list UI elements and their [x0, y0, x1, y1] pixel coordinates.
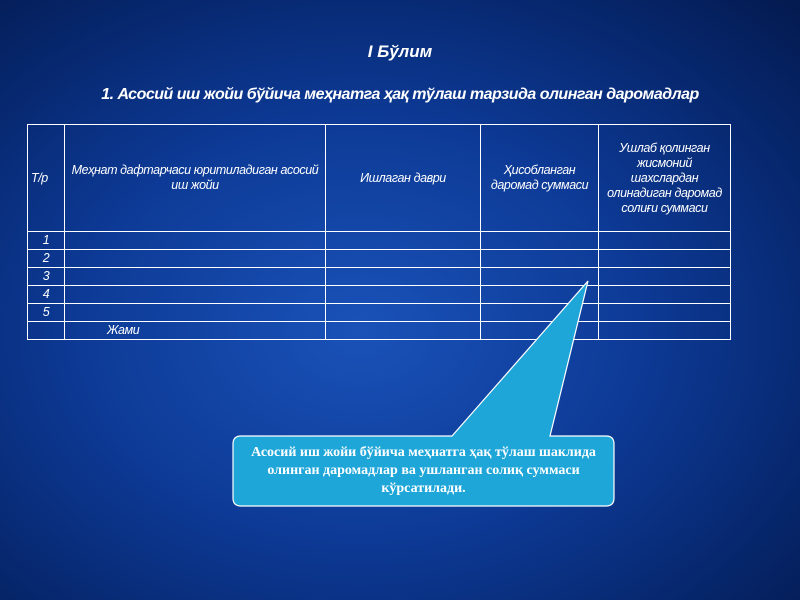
row-number: 4 — [28, 286, 65, 304]
row-number: 1 — [28, 232, 65, 250]
row-number: 5 — [28, 304, 65, 322]
header-work-period: Ишлаган даври — [326, 125, 481, 232]
row-number: 2 — [28, 250, 65, 268]
callout-text: Асосий иш жойи бўйича меҳнатга ҳақ тўлаш шаклида олинган даромадлар ва ушланган солиқ суммаси кўрсатилади. — [251, 445, 596, 496]
section-title: I Бўлим — [367, 42, 433, 61]
row-number: 3 — [28, 268, 65, 286]
header-number: Т/р — [28, 125, 65, 232]
total-label: Жами — [65, 322, 326, 340]
table-caption: 1. Асосий иш жойи бўйича меҳнатга ҳақ тўлаш тарзида олинган даромадлар — [101, 86, 699, 103]
header-income-amount: Ҳисобланган даромад суммаси — [481, 125, 599, 232]
header-main-workplace: Меҳнат дафтарчаси юритиладиган асосий иш жойи — [65, 125, 326, 232]
header-tax-amount: Ушлаб қолинган жисмоний шахслардан олинадиган даромад солиғи суммаси — [599, 125, 731, 232]
